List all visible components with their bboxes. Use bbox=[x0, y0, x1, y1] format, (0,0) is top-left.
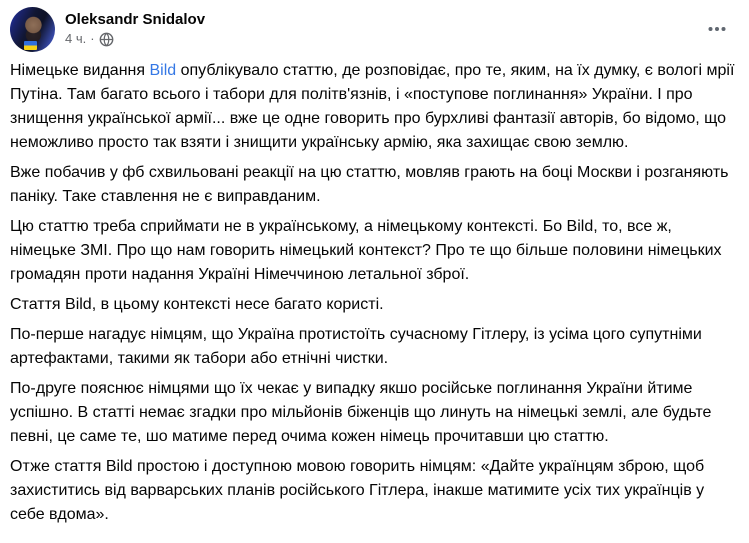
post-text-segment: Німецьке видання bbox=[10, 62, 150, 79]
profile-photo[interactable] bbox=[10, 7, 55, 52]
bild-page-link[interactable]: Bild bbox=[149, 62, 177, 79]
post-text-segment: По-друге пояснює німцями що їх чекає у випадку якшо російське поглинання України йтиме успішно. В статті немає згадки про мільйонів біженців що линуть на німецькі землі, але будьте певні, це саме те, шо матиме перед очима кожен німець прочитавши цю статтю. bbox=[10, 380, 716, 445]
post-text-segment: Стаття Bild, в цьому контексті несе багато користі. bbox=[10, 296, 384, 313]
globe-icon bbox=[99, 32, 114, 47]
author-name[interactable]: Oleksandr Snidalov bbox=[65, 11, 206, 28]
ukraine-flag-badge bbox=[24, 41, 37, 50]
post-paragraph bbox=[10, 323, 737, 371]
post-paragraph bbox=[10, 215, 737, 287]
meta-separator: · bbox=[90, 31, 95, 46]
post-text-segment: По-перше нагадує німцям, що Україна протистоїть сучасному Гітлеру, із усіма цого супутніми артефактами, такими як табори або етнічні чистки. bbox=[10, 326, 707, 367]
post-meta bbox=[65, 31, 699, 47]
post-text-segment: Вже побачив у фб схвильовані реакції на цю статтю, мовляв грають на боці Москви і розганяють паніку. Таке ставлення не є виправданим. bbox=[10, 164, 733, 205]
more-options-icon bbox=[707, 19, 727, 44]
post-paragraph bbox=[10, 59, 737, 155]
post-paragraph bbox=[10, 455, 737, 527]
timestamp[interactable]: 4 ч. bbox=[65, 31, 87, 46]
post-text bbox=[0, 52, 749, 527]
post-text-segment: Отже стаття Bild простою і доступною мовою говорить німцям: «Дайте українцям зброю, щоб захиститись від варварських планів російського Гітлера, інакше матимите усіх тих українців у себе вдома». bbox=[10, 458, 709, 523]
post-text-segment: Цю статтю треба сприймати не в українському, а німецькому контексті. Бо Bild, то, все ж, німецьке ЗМІ. Про що нам говорить німецький контекст? Про те що більше половини німецьких громадян проти надання Україні Німеччиною летальної зброї. bbox=[10, 218, 726, 283]
post-paragraph bbox=[10, 161, 737, 209]
post-paragraph bbox=[10, 377, 737, 449]
post-header bbox=[0, 0, 749, 52]
post-text-segment: опублікувало статтю, де розповідає, про те, яким, на їх думку, є вологі мрії Путіна. Там багато всього і табори для політв'язнів, і «поступове поглинання» України. І про знищення української армії... вже це одне говорить про бурхливі фантазії авторів, бо відомо, що неможливо просто так взяти і знищити українську армію, яка захищає свою землю. bbox=[10, 62, 739, 151]
post-options-button[interactable] bbox=[699, 13, 735, 49]
post-header-text bbox=[65, 7, 699, 47]
post-paragraph bbox=[10, 293, 737, 317]
